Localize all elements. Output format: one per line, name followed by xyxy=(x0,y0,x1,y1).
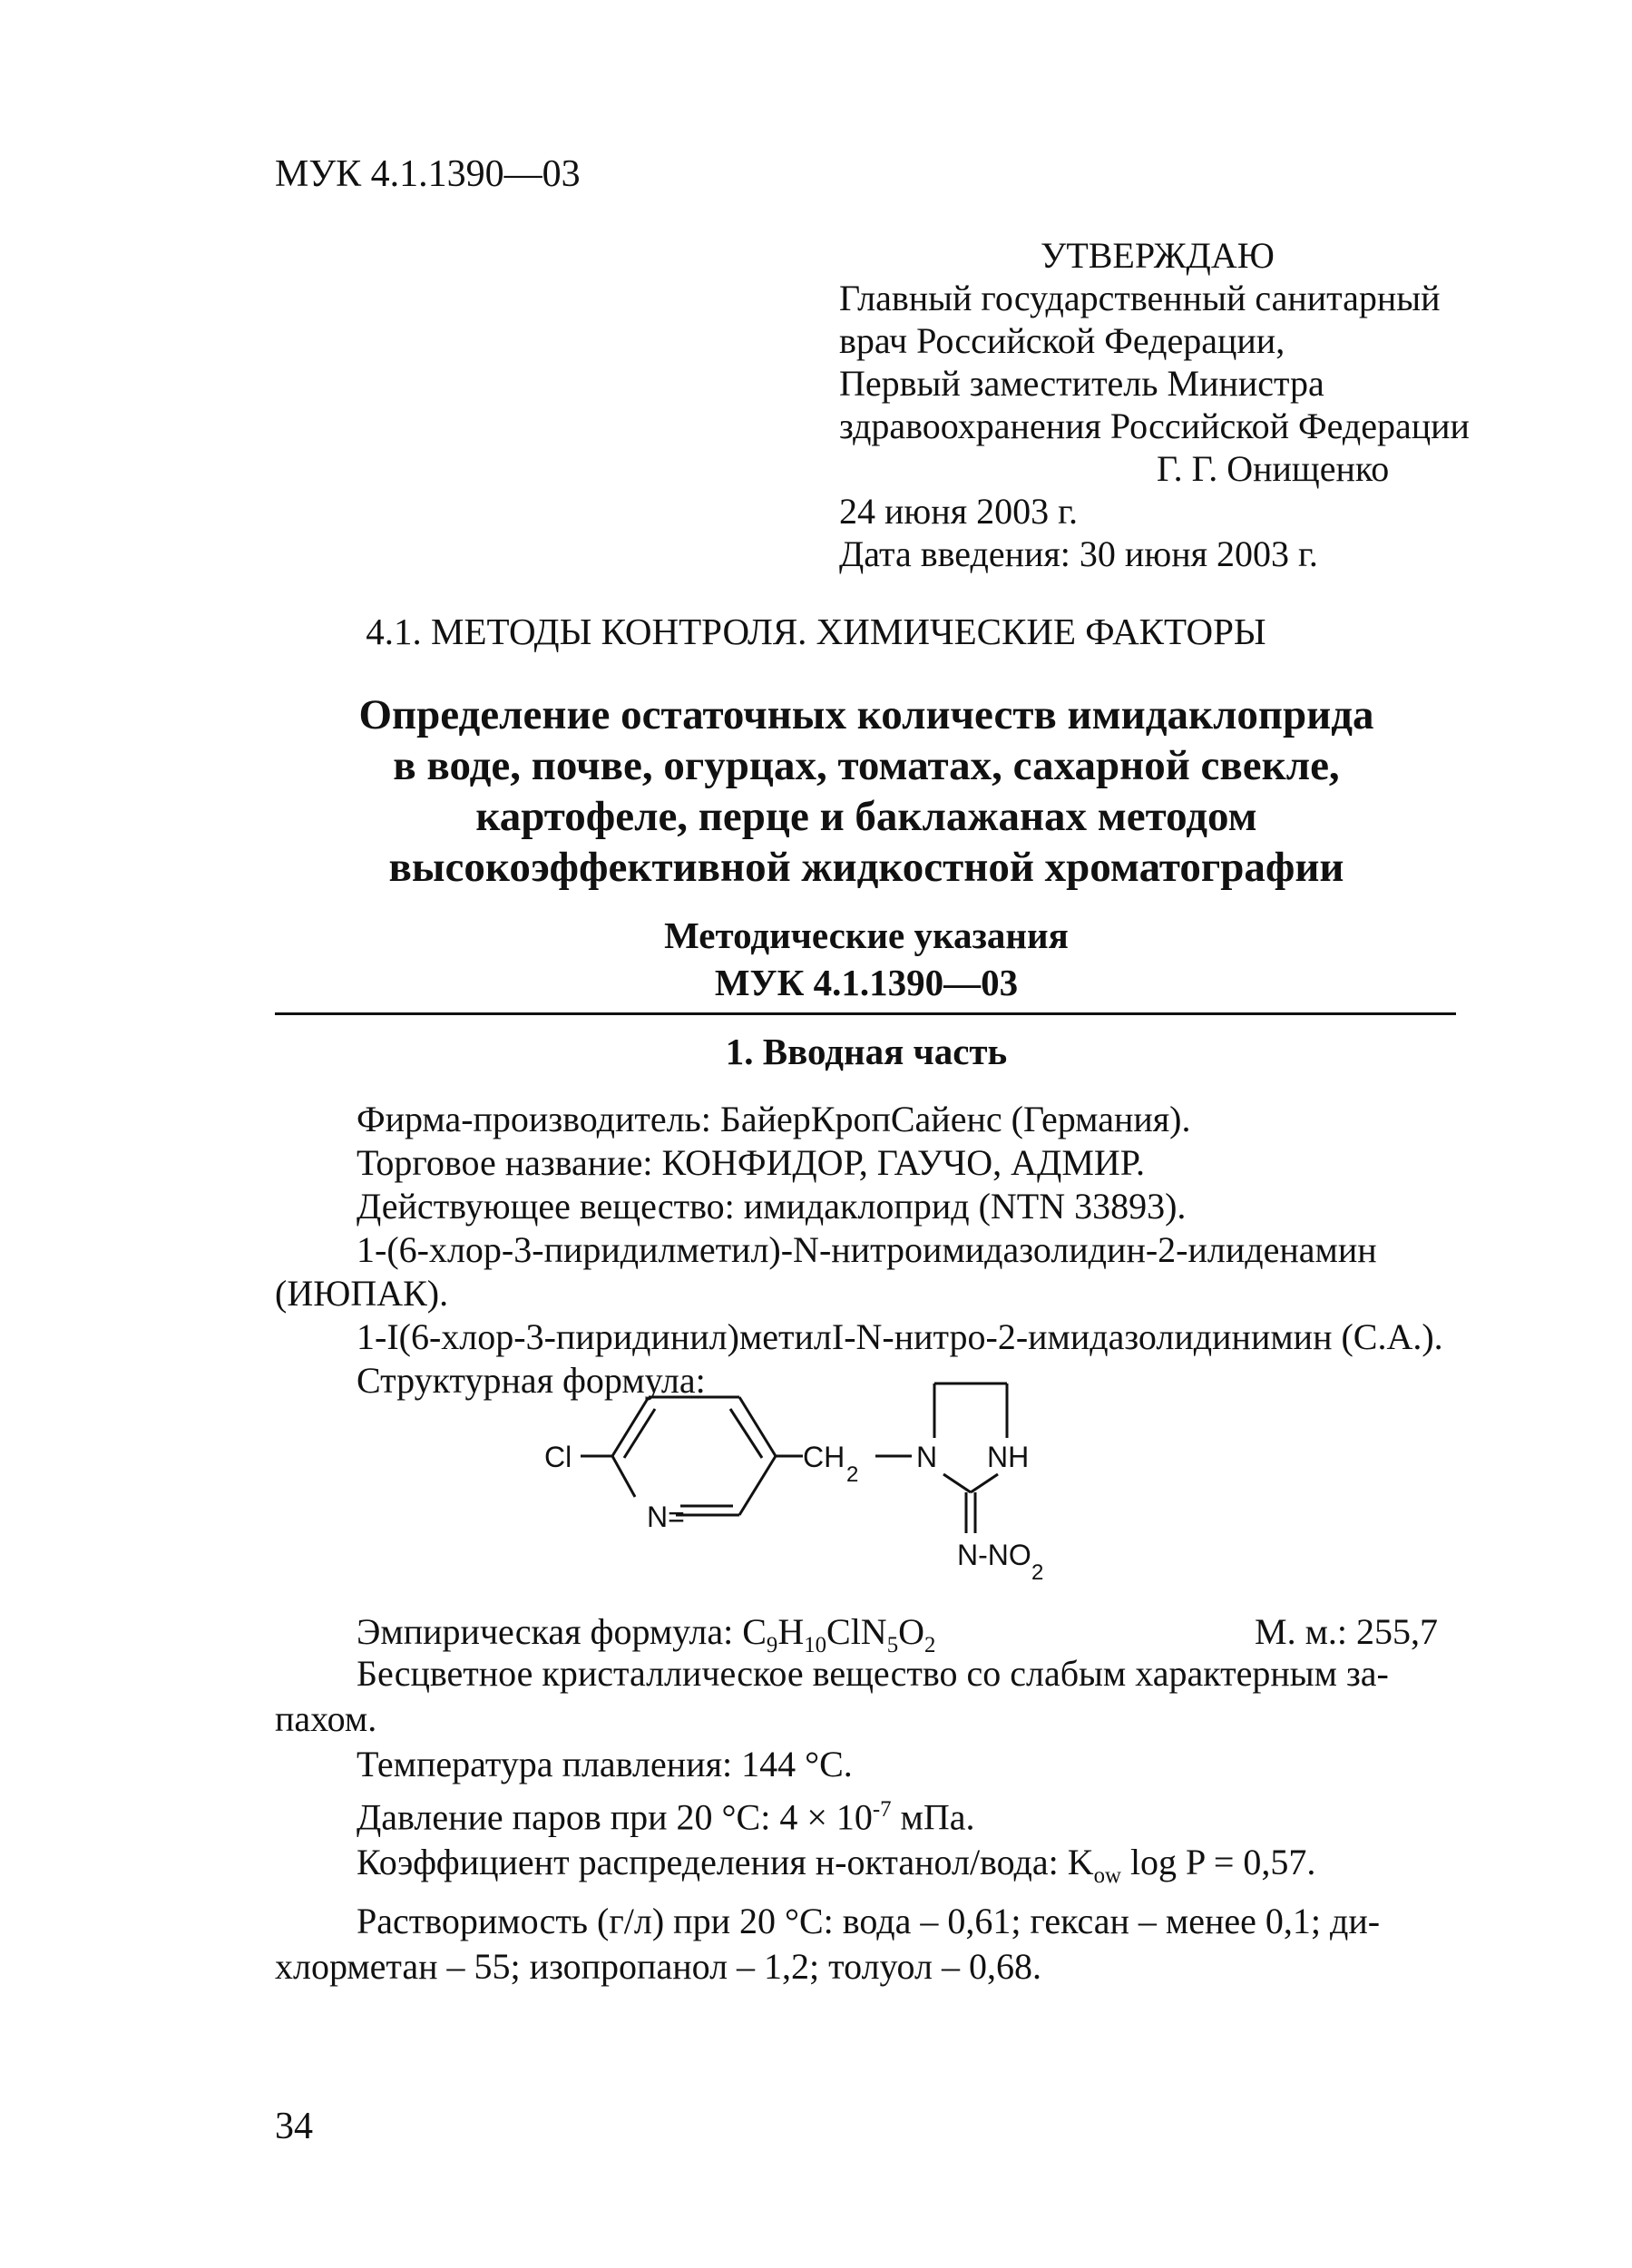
cl-label: Cl xyxy=(544,1441,572,1473)
vapor-exponent: -7 xyxy=(872,1797,892,1822)
approval-block xyxy=(839,234,1470,575)
partition-value: log P = 0,57. xyxy=(1120,1842,1316,1883)
partition-coefficient xyxy=(275,1840,1456,1899)
main-title-line: картофеле, перце и баклажанах методом xyxy=(475,793,1257,840)
horizontal-rule xyxy=(275,1012,1456,1015)
intro-text xyxy=(275,1098,1456,1403)
nno2-label: N-NO xyxy=(957,1539,1031,1571)
iupac-name: 1-(6-хлор-3-пиридилметил)-N-нитроимидазолидин-2-илиденамин xyxy=(357,1229,1377,1270)
approval-signatory: Г. Г. Онищенко xyxy=(1157,448,1390,489)
pyridine-ring xyxy=(612,1397,776,1515)
melting-point: Температура плавления: 144 °С. xyxy=(357,1744,853,1784)
empirical-formula xyxy=(357,1611,936,1657)
main-title xyxy=(0,689,1632,893)
formula-sub: 9 xyxy=(766,1633,778,1657)
vapor-pressure xyxy=(275,1787,1456,1840)
section-title: 4.1. МЕТОДЫ КОНТРОЛЯ. ХИМИЧЕСКИЕ ФАКТОРЫ xyxy=(366,611,1266,652)
approval-heading: УТВЕРЖДАЮ xyxy=(1041,235,1275,276)
vapor-unit: мПа. xyxy=(891,1796,975,1838)
pyridine-n-label: N= xyxy=(647,1501,685,1533)
subtitle xyxy=(0,912,1632,1006)
document-code: МУК 4.1.1390—03 xyxy=(275,153,581,195)
main-title-line: Определение остаточных количеств имидаклоприда xyxy=(358,691,1374,738)
properties-block xyxy=(275,1651,1456,1989)
main-title-line: высокоэффективной жидкостной хроматографии xyxy=(388,844,1344,891)
structural-formula-label: Структурная формула: xyxy=(357,1360,706,1401)
effective-date: Дата введения: 30 июня 2003 г. xyxy=(839,533,1318,574)
page-number: 34 xyxy=(275,2106,313,2147)
formula-part: H xyxy=(777,1611,805,1652)
formula-sub: 2 xyxy=(924,1633,936,1657)
nh-label: NH xyxy=(987,1441,1030,1473)
partition-text: Коэффициент распределения н-октанол/вода: K xyxy=(357,1842,1094,1883)
description: Бесцветное кристаллическое вещество со слабым характерным за- xyxy=(357,1653,1389,1694)
ch2-label: CH xyxy=(803,1441,845,1473)
partition-subscript: ow xyxy=(1093,1863,1121,1889)
vapor-text: Давление паров при 20 °С: 4 × 10 xyxy=(357,1796,873,1838)
molecular-mass: М. м.: 255,7 xyxy=(1255,1611,1438,1652)
approval-line: Главный государственный санитарный xyxy=(839,278,1441,318)
ca-name: 1-I(6-хлор-3-пиридинил)метилI-N-нитро-2-имидазолидинимин (С.А.). xyxy=(357,1316,1443,1357)
subtitle-code: МУК 4.1.1390—03 xyxy=(714,962,1019,1003)
approval-line: здравоохранения Российской Федерации xyxy=(839,406,1470,446)
subtitle-line: Методические указания xyxy=(664,914,1069,956)
empirical-label: Эмпирическая формула: C xyxy=(357,1611,767,1652)
intro-heading: 1. Вводная часть xyxy=(725,1031,1008,1072)
approval-line: Первый заместитель Министра xyxy=(839,363,1324,404)
solubility-cont: хлорметан – 55; изопропанол – 1,2; толуол – 0,68. xyxy=(275,1946,1041,1988)
description-cont: пахом. xyxy=(275,1698,377,1739)
formula-part: O xyxy=(898,1611,924,1652)
formula-part: ClN xyxy=(826,1611,887,1652)
solubility: Растворимость (г/л) при 20 °С: вода – 0,61; гексан – менее 0,1; ди- xyxy=(357,1901,1381,1942)
approval-date: 24 июня 2003 г. xyxy=(839,491,1078,532)
formula-sub: 5 xyxy=(886,1633,899,1657)
active-substance: Действующее вещество: имидаклоприд (NTN 33893). xyxy=(357,1186,1187,1227)
manufacturer: Фирма-производитель: БайерКропСайенс (Германия). xyxy=(357,1099,1191,1139)
main-title-line: в воде, почве, огурцах, томатах, сахарной свекле, xyxy=(393,742,1340,789)
ch2-subscript: 2 xyxy=(846,1462,859,1487)
formula-sub: 10 xyxy=(804,1633,827,1657)
nno2-subscript: 2 xyxy=(1031,1560,1044,1585)
iupac-name-cont: (ИЮПАК). xyxy=(275,1273,449,1314)
trade-name: Торговое название: КОНФИДОР, ГАУЧО, АДМИР. xyxy=(357,1142,1146,1183)
structural-formula xyxy=(544,1374,1089,1592)
approval-line: врач Российской Федерации, xyxy=(839,320,1285,361)
n-label: N xyxy=(916,1441,938,1473)
